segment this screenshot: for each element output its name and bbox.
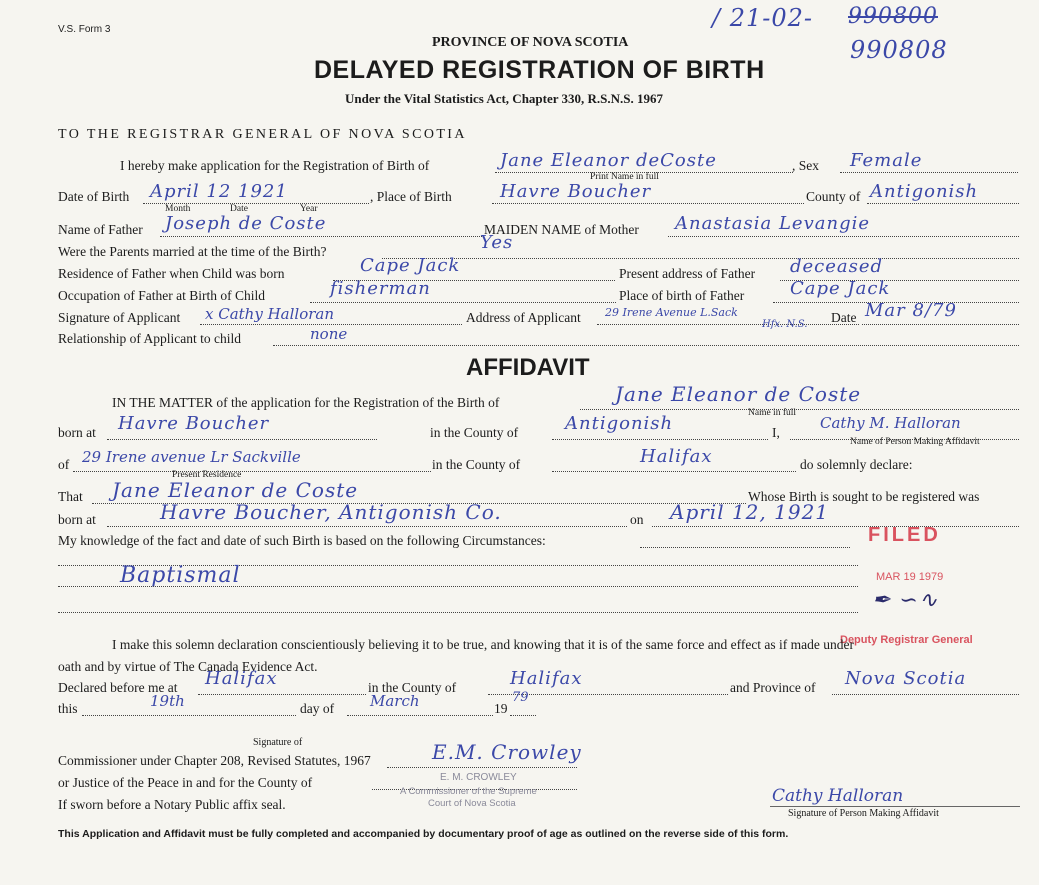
month-line [347, 715, 493, 716]
affiant-value[interactable]: Cathy M. Halloran [820, 414, 961, 432]
form-title: DELAYED REGISTRATION OF BIRTH [314, 56, 765, 84]
address-label: Address of Applicant [466, 310, 581, 325]
affidavit-county-value[interactable]: Antigonish [565, 413, 674, 434]
born-on-value[interactable]: April 12, 1921 [670, 500, 830, 524]
mother-maiden-label: MAIDEN NAME of Mother [484, 222, 639, 237]
registrar-signature-icon: ✒ ∽∿ [872, 588, 939, 613]
affidavit-heading: AFFIDAVIT [466, 354, 590, 381]
declared-at-line [198, 694, 366, 695]
father-line [160, 236, 482, 237]
commissioner-line-1: Commissioner under Chapter 208, Revised Statutes, 1967 [58, 753, 371, 768]
day-of-label: day of [300, 701, 335, 716]
declared-county-value[interactable]: Halifax [510, 668, 583, 689]
knowledge-text: My knowledge of the fact and date of such Birth is based on the following Circumstances: [58, 533, 546, 548]
married-value[interactable]: Yes [480, 232, 514, 253]
on-label: on [630, 512, 644, 527]
province-line [832, 694, 1019, 695]
day-value[interactable]: 19th [150, 692, 185, 710]
relationship-label: Relationship of Applicant to child [58, 331, 241, 346]
of-county-value[interactable]: Halifax [640, 446, 713, 467]
circumstance-line-2 [58, 586, 858, 587]
married-label: Were the Parents married at the time of the Birth? [58, 244, 327, 259]
filed-stamp: FILED [868, 524, 941, 546]
circumstance-line-3 [58, 612, 858, 613]
print-name-caption: Print Name in full [590, 172, 659, 182]
top-note-line2: 990808 [850, 36, 948, 64]
knowledge-line [640, 547, 850, 548]
solemn-declaration-2: oath and by virtue of The Canada Evidence Act. [58, 659, 318, 674]
affidavit-matter: IN THE MATTER of the application for the Registration of the Birth of [112, 395, 500, 410]
residence-value[interactable]: Cape Jack [360, 255, 461, 276]
applicant-signature[interactable]: Cathy Halloran [772, 786, 904, 806]
place-of-birth-value[interactable]: Havre Boucher [500, 181, 652, 202]
father-name-value[interactable]: Joseph de Coste [165, 213, 327, 234]
applicant-signature-line [770, 806, 1020, 807]
deputy-registrar-stamp: Deputy Registrar General [840, 634, 973, 646]
of-line [73, 471, 431, 472]
present-address-label: Present address of Father [619, 266, 756, 281]
applicant-signature-caption: Signature of Person Making Affidavit [788, 808, 939, 819]
this-label: this [58, 701, 78, 716]
of-county-label: in the County of [432, 457, 521, 472]
occupation-line [310, 302, 616, 303]
province-value[interactable]: Nova Scotia [845, 668, 967, 689]
address-value[interactable]: 29 Irene Avenue L.Sack [605, 306, 738, 319]
year-line [510, 715, 536, 716]
sex-value[interactable]: Female [850, 150, 923, 171]
declared-county-label: in the County of [368, 680, 457, 695]
signature-of-caption: Signature of [253, 737, 303, 748]
month-caption: Month [165, 204, 191, 214]
signature-label: Signature of Applicant [58, 310, 181, 325]
that-label: That [58, 489, 83, 504]
born-at2-line [107, 526, 627, 527]
application-intro: I hereby make application for the Registration of Birth of [120, 158, 430, 173]
day-line [82, 715, 296, 716]
address-line [597, 324, 859, 325]
signature-value[interactable]: x Cathy Halloran [205, 305, 335, 323]
year-prefix: 19 [494, 701, 508, 716]
father-birthplace-value[interactable]: Cape Jack [790, 278, 891, 299]
relationship-value[interactable]: none [310, 325, 348, 343]
commissioner-line-3: If sworn before a Notary Public affix seal. [58, 797, 286, 812]
dob-label: Date of Birth [58, 189, 130, 204]
footer-note: This Application and Affidavit must be fully completed and accompanied by documentary proof of age as outlined on the reverse side of this form. [58, 828, 789, 840]
county-line [867, 203, 1019, 204]
dob-value[interactable]: April 12 1921 [150, 181, 288, 202]
top-note-struck: 990800 [848, 4, 938, 29]
county-value[interactable]: Antigonish [870, 181, 979, 202]
date-caption: Date [230, 204, 248, 214]
mother-line [668, 236, 1019, 237]
filed-stamp-date: MAR 19 1979 [876, 571, 944, 583]
affidavit-child-value[interactable]: Jane Eleanor de Coste [615, 382, 862, 406]
address-sub-value[interactable]: Hfx. N.S. [762, 319, 808, 330]
year-caption: Year [300, 204, 318, 214]
born-at-label: born at [58, 425, 96, 440]
of-address-value[interactable]: 29 Irene avenue Lr Sackville [82, 448, 301, 466]
declare-text: do solemnly declare: [800, 457, 913, 472]
whose-birth-text: Whose Birth is sought to be registered was [748, 489, 980, 504]
commissioner-sig-line [387, 767, 577, 768]
of-county-line [552, 471, 796, 472]
occupation-label: Occupation of Father at Birth of Child [58, 288, 265, 303]
father-name-label: Name of Father [58, 222, 143, 237]
declared-at-value[interactable]: Halifax [205, 668, 278, 689]
form-code: V.S. Form 3 [58, 24, 111, 35]
commissioner-stamp-line2: Court of Nova Scotia [428, 798, 516, 809]
declared-before-label: Declared before me at [58, 680, 178, 695]
name-full-caption: Name in full [748, 408, 797, 418]
present-address-value[interactable]: deceased [790, 256, 884, 277]
born-at-value[interactable]: Havre Boucher [118, 413, 270, 434]
county-label: County of [806, 189, 861, 204]
residence-caption: Present Residence [172, 470, 242, 480]
mother-maiden-value[interactable]: Anastasia Levangie [675, 213, 871, 234]
father-birthplace-label: Place of birth of Father [619, 288, 745, 303]
commissioner-signature[interactable]: E.M. Crowley [432, 740, 582, 764]
born-at2-value[interactable]: Havre Boucher, Antigonish Co. [160, 500, 502, 524]
born-on-line [652, 526, 1019, 527]
child-name-value[interactable]: Jane Eleanor deCoste [500, 150, 717, 171]
date-line [862, 324, 1019, 325]
i-label: I, [772, 425, 780, 440]
residence-label: Residence of Father when Child was born [58, 266, 285, 281]
sex-label: , Sex [792, 158, 819, 173]
sex-line [840, 172, 1018, 173]
form-subtitle: Under the Vital Statistics Act, Chapter 330, R.S.N.S. 1967 [345, 91, 664, 106]
date-value[interactable]: Mar 8/79 [865, 300, 957, 321]
province-heading: PROVINCE OF NOVA SCOTIA [432, 35, 629, 50]
commissioner-stamp-line1: A Commissioner of the Supreme [400, 786, 537, 797]
to-registrar-line: TO THE REGISTRAR GENERAL OF NOVA SCOTIA [58, 127, 467, 142]
place-line [492, 203, 804, 204]
circumstance-value[interactable]: Baptismal [120, 563, 241, 588]
top-note-line1: / 21-02- [712, 4, 814, 32]
affidavit-county-label: in the County of [430, 425, 519, 440]
affidavit-county-line [552, 439, 768, 440]
born-at2-label: born at [58, 512, 96, 527]
married-line [382, 258, 1019, 259]
affidavit-child-line [580, 409, 1019, 410]
that-name-value[interactable]: Jane Eleanor de Coste [112, 478, 359, 502]
of-label: of [58, 457, 70, 472]
date-label: Date [831, 310, 857, 325]
affiant-caption: Name of Person Making Affidavit [850, 437, 980, 447]
commissioner-line-2: or Justice of the Peace in and for the County of [58, 775, 313, 790]
born-at-line [107, 439, 377, 440]
province-label: and Province of [730, 680, 816, 695]
month-value[interactable]: March [370, 692, 420, 710]
place-of-birth-label: , Place of Birth [370, 189, 452, 204]
solemn-declaration-1: I make this solemn declaration conscientiously believing it to be true, and knowing that it is of the same force and effect as if made under [112, 637, 855, 652]
year-value[interactable]: 79 [512, 690, 529, 705]
occupation-value[interactable]: fisherman [330, 278, 431, 299]
relationship-line [273, 345, 1019, 346]
commissioner-stamp-name: E. M. CROWLEY [440, 772, 517, 783]
